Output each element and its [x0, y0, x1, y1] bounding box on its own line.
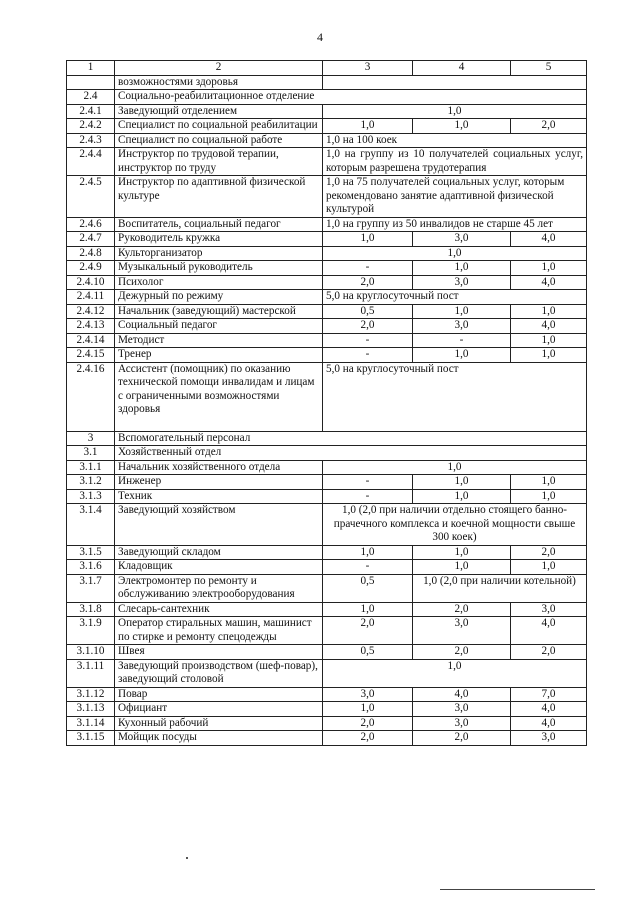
staff-value: 1,0 — [323, 119, 413, 134]
header-cell: 4 — [413, 61, 511, 76]
table-row — [67, 659, 587, 687]
staff-value: 1,0 — [511, 348, 587, 363]
staff-value: - — [323, 560, 413, 575]
position-name: Культорганизатор — [115, 246, 323, 261]
row-number: 3.1.14 — [67, 716, 115, 731]
position-name: Начальник хозяйственного отдела — [115, 460, 323, 475]
staff-value: 3,0 — [511, 602, 587, 617]
position-name: Заведующий отделением — [115, 104, 323, 119]
staff-value: 1,0 — [413, 304, 511, 319]
table-row — [67, 504, 587, 546]
staff-value: 1,0 — [511, 560, 587, 575]
staff-value: 2,0 — [511, 119, 587, 134]
position-name: Заведующий производством (шеф-повар), заведующий столовой — [115, 659, 323, 687]
position-name: Техник — [115, 489, 323, 504]
table-row — [67, 319, 587, 334]
position-name: Инструктор по трудовой терапии, инструктор по труду — [115, 148, 323, 176]
row-number: 2.4.6 — [67, 217, 115, 232]
staff-value: 4,0 — [413, 687, 511, 702]
staff-value: 4,0 — [511, 319, 587, 334]
staff-value: 2,0 — [511, 545, 587, 560]
staff-value: 3,0 — [413, 702, 511, 717]
position-name: Повар — [115, 687, 323, 702]
table-row — [67, 176, 587, 218]
position-name: Кладовщик — [115, 560, 323, 575]
staff-value: 1,0 на 75 получателей социальных услуг, которым рекомендовано занятие адаптивной физической культурой — [323, 176, 587, 218]
row-number: 2.4.11 — [67, 290, 115, 305]
staff-value: 3,0 — [511, 731, 587, 746]
table-row — [67, 687, 587, 702]
position-name: Хозяйственный отдел — [115, 446, 587, 461]
staff-value: 1,0 — [413, 560, 511, 575]
row-number: 2.4.15 — [67, 348, 115, 363]
staff-value: - — [323, 348, 413, 363]
staff-value: 1,0 — [323, 246, 587, 261]
staff-value: 4,0 — [511, 232, 587, 247]
row-number: 3.1.10 — [67, 645, 115, 660]
position-name: Заведующий хозяйством — [115, 504, 323, 546]
table-row — [67, 148, 587, 176]
row-number: 2.4.1 — [67, 104, 115, 119]
row-number: 3.1.9 — [67, 617, 115, 645]
staff-value: 4,0 — [511, 275, 587, 290]
staff-value: 5,0 на круглосуточный пост — [323, 290, 587, 305]
table-row — [67, 489, 587, 504]
position-name: Заведующий складом — [115, 545, 323, 560]
position-name: Ассистент (помощник) по оказанию технической помощи инвалидам и лицам с ограниченными возможностями здоровья — [115, 362, 323, 431]
position-name: Тренер — [115, 348, 323, 363]
header-row — [67, 61, 587, 76]
staff-value: 0,5 — [323, 304, 413, 319]
position-name: Социальный педагог — [115, 319, 323, 334]
table-row — [67, 133, 587, 148]
staff-value: 1,0 (2,0 при наличии отдельно стоящего банно-прачечного комплекса и коечной мощности свыше 300 коек) — [323, 504, 587, 546]
staff-value: 5,0 на круглосуточный пост — [323, 362, 587, 431]
position-name: Инженер — [115, 475, 323, 490]
row-number: 2.4.10 — [67, 275, 115, 290]
table-row — [67, 348, 587, 363]
staff-value: 2,0 — [323, 319, 413, 334]
row-number: 2.4.8 — [67, 246, 115, 261]
row-number: 3.1.7 — [67, 574, 115, 602]
staff-value: 2,0 — [323, 716, 413, 731]
header-cell: 3 — [323, 61, 413, 76]
table-row — [67, 645, 587, 660]
staff-value: - — [323, 475, 413, 490]
staff-value: 1,0 — [511, 475, 587, 490]
staff-value: 0,5 — [323, 574, 413, 602]
row-number: 3.1 — [67, 446, 115, 461]
header-cell: 2 — [115, 61, 323, 76]
position-name: Руководитель кружка — [115, 232, 323, 247]
staff-value: 3,0 — [323, 687, 413, 702]
staff-value: 1,0 на группу из 50 инвалидов не старше 45 лет — [323, 217, 587, 232]
row-number: 2.4 — [67, 90, 115, 105]
table-row — [67, 290, 587, 305]
table-row — [67, 333, 587, 348]
staff-value: 1,0 — [323, 232, 413, 247]
position-name: Мойщик посуды — [115, 731, 323, 746]
staff-value: 4,0 — [511, 716, 587, 731]
table-row — [67, 275, 587, 290]
staff-value: 1,0 — [413, 119, 511, 134]
staff-value: 3,0 — [413, 319, 511, 334]
table-row — [67, 217, 587, 232]
staff-value: 2,0 — [323, 731, 413, 746]
position-name: Электромонтер по ремонту и обслуживанию электрооборудования — [115, 574, 323, 602]
row-number: 2.4.12 — [67, 304, 115, 319]
table-row — [67, 232, 587, 247]
staff-value: - — [323, 261, 413, 276]
table-row — [67, 617, 587, 645]
position-name: Инструктор по адаптивной физической культуре — [115, 176, 323, 218]
row-number: 2.4.4 — [67, 148, 115, 176]
row-number: 3.1.2 — [67, 475, 115, 490]
row-number: 3.1.11 — [67, 659, 115, 687]
staff-value: 4,0 — [511, 617, 587, 645]
position-name: Оператор стиральных машин, машинист по стирке и ремонту спецодежды — [115, 617, 323, 645]
row-number: 3.1.12 — [67, 687, 115, 702]
stray-dot — [186, 857, 188, 859]
table-row — [67, 119, 587, 134]
table-row — [67, 731, 587, 746]
staff-value: 0,5 — [323, 645, 413, 660]
position-name: Начальник (заведующий) мастерской — [115, 304, 323, 319]
table-row — [67, 446, 587, 461]
staff-value: 2,0 — [413, 645, 511, 660]
staff-value: 1,0 — [511, 333, 587, 348]
staff-value: 7,0 — [511, 687, 587, 702]
position-name: Специалист по социальной реабилитации — [115, 119, 323, 134]
staff-value: 1,0 — [323, 545, 413, 560]
row-number: 2.4.13 — [67, 319, 115, 334]
staff-value: 2,0 — [413, 731, 511, 746]
staff-value: - — [323, 333, 413, 348]
staff-value: 2,0 — [413, 602, 511, 617]
table-row — [67, 702, 587, 717]
staff-value: 1,0 — [323, 104, 587, 119]
staff-value: 3,0 — [413, 275, 511, 290]
position-name: Специалист по социальной работе — [115, 133, 323, 148]
row-number: 3.1.13 — [67, 702, 115, 717]
staff-value: 1,0 на группу из 10 получателей социальных услуг, которым разрешена трудотерапия — [323, 148, 587, 176]
table-row — [67, 304, 587, 319]
staff-value: 1,0 на 100 коек — [323, 133, 587, 148]
row-number: 3.1.15 — [67, 731, 115, 746]
table-row — [67, 574, 587, 602]
position-name: Слесарь-сантехник — [115, 602, 323, 617]
row-number: 2.4.14 — [67, 333, 115, 348]
staff-value: 1,0 — [323, 602, 413, 617]
position-name: Музыкальный руководитель — [115, 261, 323, 276]
staff-value — [323, 75, 587, 90]
staff-value: 1,0 — [323, 702, 413, 717]
row-number: 3.1.6 — [67, 560, 115, 575]
row-number: 2.4.7 — [67, 232, 115, 247]
row-number: 2.4.16 — [67, 362, 115, 431]
table-row — [67, 75, 587, 90]
staff-value: - — [323, 489, 413, 504]
staff-value: 1,0 (2,0 при наличии котельной) — [413, 574, 587, 602]
row-number: 3.1.5 — [67, 545, 115, 560]
position-name: Официант — [115, 702, 323, 717]
row-number: 2.4.9 — [67, 261, 115, 276]
row-number: 3.1.8 — [67, 602, 115, 617]
staff-value: 1,0 — [323, 460, 587, 475]
position-name: Воспитатель, социальный педагог — [115, 217, 323, 232]
table-row — [67, 560, 587, 575]
table-row — [67, 104, 587, 119]
page-number: 4 — [317, 30, 323, 44]
row-number: 2.4.3 — [67, 133, 115, 148]
staff-value: 1,0 — [511, 304, 587, 319]
table-row — [67, 545, 587, 560]
staff-value: 2,0 — [511, 645, 587, 660]
table-row — [67, 362, 587, 431]
staffing-table — [66, 60, 587, 746]
staff-value: 1,0 — [413, 475, 511, 490]
staff-value: 1,0 — [413, 489, 511, 504]
staff-value: 4,0 — [511, 702, 587, 717]
row-number: 3.1.1 — [67, 460, 115, 475]
staff-value: 3,0 — [413, 232, 511, 247]
position-name: Кухонный рабочий — [115, 716, 323, 731]
staff-value: 1,0 — [413, 348, 511, 363]
table-body — [67, 75, 587, 745]
row-number: 2.4.5 — [67, 176, 115, 218]
row-number: 2.4.2 — [67, 119, 115, 134]
position-name: Социально-реабилитационное отделение — [115, 90, 587, 105]
staff-value: 1,0 — [413, 261, 511, 276]
staff-value: 1,0 — [323, 659, 587, 687]
table-row — [67, 460, 587, 475]
staff-value: 2,0 — [323, 617, 413, 645]
position-name: Швея — [115, 645, 323, 660]
header-cell: 1 — [67, 61, 115, 76]
staff-value: - — [413, 333, 511, 348]
table-row — [67, 261, 587, 276]
position-name: возможностями здоровья — [115, 75, 323, 90]
table-row — [67, 90, 587, 105]
staff-value: 1,0 — [511, 261, 587, 276]
row-number: 3.1.4 — [67, 504, 115, 546]
position-name: Дежурный по режиму — [115, 290, 323, 305]
staff-value: 3,0 — [413, 716, 511, 731]
table-row — [67, 246, 587, 261]
table-row — [67, 716, 587, 731]
row-number — [67, 75, 115, 90]
footer-rule — [440, 889, 595, 890]
position-name: Методист — [115, 333, 323, 348]
staff-value: 1,0 — [413, 545, 511, 560]
table-row — [67, 431, 587, 446]
position-name: Психолог — [115, 275, 323, 290]
staff-value: 3,0 — [413, 617, 511, 645]
staff-value: 2,0 — [323, 275, 413, 290]
row-number: 3 — [67, 431, 115, 446]
table-row — [67, 602, 587, 617]
header-cell: 5 — [511, 61, 587, 76]
staff-value: 1,0 — [511, 489, 587, 504]
table-row — [67, 475, 587, 490]
position-name: Вспомогательный персонал — [115, 431, 587, 446]
row-number: 3.1.3 — [67, 489, 115, 504]
